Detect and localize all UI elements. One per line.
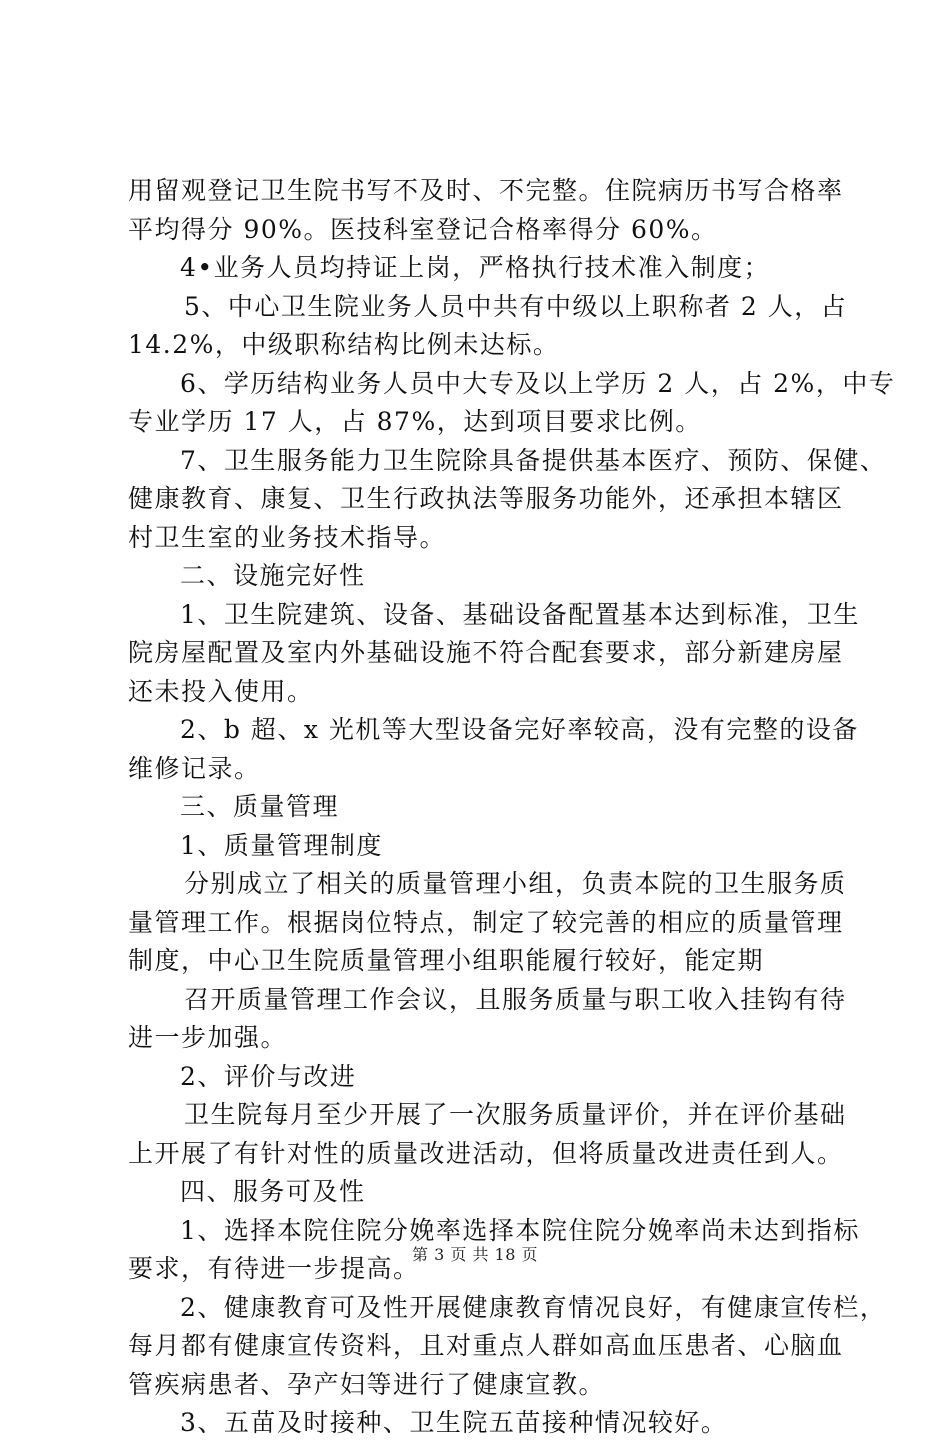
text-line: 进一步加强。 (128, 1023, 288, 1052)
text-line: 制度，中心卫生院质量管理小组职能履行较好，能定期 (128, 946, 765, 975)
text-line: 召开质量管理工作会议，且服务质量与职工收入挂钩有待 (184, 984, 847, 1014)
text-line: 院房屋配置及室内外基础设施不符合配套要求，部分新建房屋 (128, 638, 844, 667)
text-line: 6、学历结构业务人员中大专及以上学历 2 人，占 2%，中专 (180, 368, 896, 398)
text-line: 要求，有待进一步提高。 (128, 1254, 420, 1283)
text-line: 7、卫生服务能力卫生院除具备提供基本医疗、预防、保健、 (180, 445, 887, 475)
subsection-heading: 2、评价与改进 (180, 1061, 357, 1091)
text-line: 2、b 超、x 光机等大型设备完好率较高，没有完整的设备 (180, 715, 859, 744)
text-line: 卫生院每月至少开展了一次服务质量评价，并在评价基础 (184, 1100, 847, 1129)
text-line: 1、卫生院建筑、设备、基础设备配置基本达到标准，卫生 (180, 599, 860, 629)
text-line: 5、中心卫生院业务人员中共有中级以上职称者 2 人，占 (184, 291, 848, 321)
text-line: 健康教育、康复、卫生行政执法等服务功能外，还承担本辖区 (128, 484, 844, 513)
page-footer: 第 3 页 共 18 页 (412, 1245, 538, 1264)
text-line: 维修记录。 (128, 753, 261, 783)
section-heading: 四、服务可及性 (180, 1177, 366, 1206)
text-line: 14.2%，中级职称结构比例未达标。 (128, 330, 560, 359)
subsection-heading: 1、质量管理制度 (180, 830, 383, 860)
text-line: 专业学历 17 人，占 87%，达到项目要求比例。 (128, 407, 702, 436)
text-line: 平均得分 90%。医技科室登记合格率得分 60%。 (128, 214, 718, 244)
text-line: 村卫生室的业务技术指导。 (128, 522, 447, 552)
text-line: 每月都有健康宣传资料，且对重点人群如高血压患者、心脑血 (128, 1331, 844, 1360)
text-line: 4•业务人员均持证上岗，严格执行技术准入制度； (180, 253, 771, 282)
text-line: 上开展了有针对性的质量改进活动，但将质量改进责任到人。 (128, 1138, 844, 1168)
text-line: 还未投入使用。 (128, 676, 314, 706)
text-line: 分别成立了相关的质量管理小组，负责本院的卫生服务质 (184, 869, 847, 898)
section-heading: 三、质量管理 (180, 792, 340, 821)
text-line: 1、选择本院住院分娩率选择本院住院分娩率尚未达到指标 (180, 1215, 860, 1245)
text-line: 量管理工作。根据岗位特点，制定了较完善的相应的质量管理 (128, 907, 844, 937)
text-line: 用留观登记卫生院书写不及时、不完整。住院病历书写合格率 (128, 176, 844, 205)
text-line: 3、五苗及时接种、卫生院五苗接种情况较好。 (180, 1408, 728, 1437)
text-line: 管疾病患者、孕产妇等进行了健康宣教。 (128, 1369, 606, 1399)
text-line: 2、健康教育可及性开展健康教育情况良好，有健康宣传栏， (180, 1292, 887, 1322)
section-heading: 二、设施完好性 (180, 561, 366, 590)
